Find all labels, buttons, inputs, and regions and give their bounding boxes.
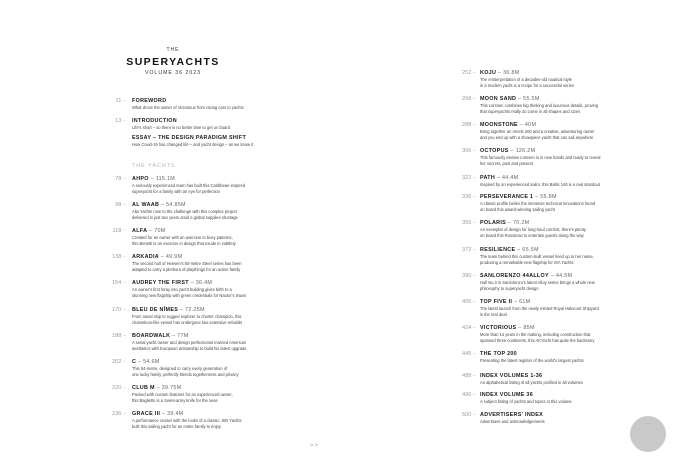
entry-title	[132, 228, 322, 234]
page-number-text: 98	[115, 202, 122, 208]
entry-title	[132, 176, 322, 182]
entry-title	[480, 148, 670, 154]
entry-title-text: OCTOPUS	[480, 148, 509, 154]
entry-description: The reinterpretation of a decades-old nautical style	[480, 77, 572, 82]
entry-length: 36.8M	[503, 70, 520, 76]
entry-description: adapted to carry a plethora of playthings for an active family	[132, 266, 241, 272]
entry-length: 49.9M	[165, 254, 183, 260]
entry-title-text: INTRODUCTION	[132, 118, 177, 124]
entry-body	[480, 351, 670, 364]
entry-body	[132, 118, 322, 131]
page-number	[438, 273, 476, 279]
entry-title-text: GRACE III	[132, 411, 161, 417]
entry-body	[132, 385, 322, 403]
entry-title	[132, 411, 322, 417]
entry-title-text: TOP FIVE II	[480, 299, 513, 305]
page-number	[438, 194, 476, 200]
length-separator: –	[516, 96, 524, 102]
entry-title-text: ESSAY – THE DESIGN PARADIGM SHIFT	[132, 135, 247, 141]
page-number-dash: –	[121, 254, 126, 260]
page-number-dash: –	[121, 333, 126, 339]
entry-length: 77M	[177, 333, 189, 339]
entry-title-text: PATH	[480, 175, 496, 181]
entry-description: Hull No.3 in Sanlorenzo's latest Alloy series brings a whole new	[480, 280, 595, 285]
length-separator: –	[508, 148, 516, 154]
entry-length: 126.2M	[515, 148, 536, 154]
page-number-dash: –	[471, 392, 476, 398]
entry-description: More than 14 years in the making, including construction that	[480, 332, 591, 337]
entry-title	[132, 307, 322, 313]
page-number-text: 170	[111, 307, 122, 313]
entry-body	[480, 373, 670, 386]
masthead-the: THE	[166, 47, 180, 53]
entry-title	[480, 325, 670, 331]
page-number-dash: –	[121, 202, 126, 208]
length-separator: –	[512, 299, 520, 305]
entry-body	[132, 135, 322, 148]
entry-length: 39.4M	[167, 411, 184, 417]
entry-description: An alphabetical listing of all yachts profiled in all volumes	[480, 380, 583, 385]
entry-description: chameleon-like vessel has undergone two extensive rebuilds	[132, 319, 243, 325]
entry-description: The latest launch from the newly minted Royal Hakvoort Shipyard	[480, 306, 599, 311]
entry-description: What drove the owner of Victorious from racing cars to yachts	[132, 105, 244, 110]
masthead-volume: VOLUME 36 2023	[144, 70, 202, 76]
length-separator: –	[147, 228, 155, 234]
entry-description: From naval ship to rugged explorer to charter champion, this	[132, 314, 242, 319]
page-number-text: 445	[461, 351, 472, 357]
page-number-text: 356	[461, 220, 472, 226]
entry-title-text: AL WAAB	[132, 202, 160, 208]
length-separator: –	[158, 254, 166, 260]
entry-title	[132, 359, 322, 365]
entry-title-text: PERSEVERANCE 1	[480, 194, 534, 200]
page-number-text: 500	[461, 412, 472, 418]
entry-description: this Baglietto is a Swiss-army knife for the seas	[132, 397, 218, 403]
entry-title	[132, 385, 322, 391]
length-separator: –	[136, 359, 144, 365]
entry-description: The second hull of Heesen's 50-metre Steel series has been	[132, 261, 242, 266]
entry-title-text: BLEU DE NÎMES	[132, 307, 179, 313]
page-number	[438, 122, 476, 128]
entry-description: philosophy to superyacht design	[480, 285, 539, 291]
entry-title-text: MOON SAND	[480, 96, 517, 102]
entry-title	[480, 220, 670, 226]
entry-title	[480, 351, 670, 357]
entry-description: spanned three continents, this AKYacht has quite the backstory	[480, 337, 595, 343]
page-number-text: 288	[461, 122, 472, 128]
page-number-dash: –	[121, 176, 126, 182]
page-nav-circle-button[interactable]	[630, 416, 666, 452]
page-number-text: 78	[115, 176, 122, 182]
entry-title	[132, 135, 322, 141]
page-number	[90, 118, 126, 124]
entry-length: 44.4M	[501, 175, 519, 181]
page-number-dash: –	[471, 175, 476, 181]
page-number-dash: –	[121, 385, 126, 391]
page-number-text: 336	[461, 194, 472, 200]
page-number-dash: –	[121, 307, 126, 313]
entry-length: 54.85M	[166, 202, 186, 208]
page-number	[90, 359, 126, 365]
page-number	[438, 325, 476, 331]
entry-title	[480, 299, 670, 305]
entry-length: 70M	[154, 228, 166, 234]
page-number-dash: –	[471, 122, 476, 128]
entry-title-text: BOARDWALK	[132, 333, 171, 339]
right-page	[350, 0, 700, 469]
entry-length: 70.2M	[512, 220, 530, 226]
entry-title	[480, 194, 670, 200]
page-number-dash: –	[471, 351, 476, 357]
page-number	[90, 202, 126, 208]
entry-body	[132, 202, 322, 220]
page-number-text: 268	[461, 96, 472, 102]
section-label: THE YACHTS	[132, 163, 176, 169]
page-number	[438, 148, 476, 154]
entry-description: An exemplar of design for long-haul comfort, there's plenty	[480, 227, 586, 232]
entry-body	[132, 228, 322, 246]
entry-length: 85M	[523, 325, 535, 331]
page-number-dash: –	[471, 96, 476, 102]
entry-body	[132, 411, 322, 429]
entry-body	[480, 175, 670, 188]
entry-description: superyacht for a family with an eye for perfection	[132, 188, 221, 194]
entry-body	[480, 122, 670, 140]
entry-title	[132, 118, 322, 124]
entry-length: 44.5M	[555, 273, 573, 279]
entry-title	[480, 392, 670, 398]
entry-body	[480, 70, 670, 88]
page-number-text: 118	[112, 228, 122, 234]
entry-description: Bring together an Amels 200 and a creative, adventuring owner	[480, 129, 595, 134]
length-separator: –	[516, 325, 524, 331]
entry-description: this Benetti is an exercise in design that exude in subtlety	[132, 240, 236, 246]
page-number-dash: –	[471, 247, 476, 253]
entry-body	[480, 392, 670, 405]
length-separator: –	[533, 194, 541, 200]
page-number	[90, 176, 126, 182]
page-number-dash: –	[471, 373, 476, 379]
entry-description: A seriously experienced team has built this Caribbean-inspired	[132, 183, 246, 188]
length-separator: –	[160, 411, 168, 417]
entry-body	[132, 307, 322, 325]
page-number	[438, 392, 476, 398]
entry-body	[480, 194, 670, 212]
page-number-text: 390	[461, 273, 472, 279]
page-number-dash: –	[121, 228, 126, 234]
entry-description: built this sailing yacht for an entire family to enjoy	[132, 423, 221, 429]
page-number-dash: –	[471, 412, 476, 418]
page-number	[90, 385, 126, 391]
next-page-arrow[interactable]: >>	[310, 443, 320, 449]
entry-title-text: C	[132, 359, 137, 365]
entry-title-text: MOONSTONE	[480, 122, 518, 128]
entry-description: stunning new flagship with green credentials for Nautor's Swan	[132, 292, 246, 298]
entry-title	[132, 98, 322, 104]
entry-description: This 54-metre, designed to carry every generation of	[132, 366, 228, 371]
entry-title	[480, 96, 670, 102]
entry-title-text: KOJU	[480, 70, 497, 76]
entry-description: on board this award-winning sailing yacht	[480, 206, 555, 212]
entry-description: A classic profile belies the immense technical innovations found	[480, 201, 596, 206]
entry-description: Packed with custom features for an experienced owner,	[132, 392, 233, 397]
page-number	[438, 220, 476, 226]
page-number	[90, 307, 126, 313]
entry-title-text: POLARIS	[480, 220, 507, 226]
page-number-text: 188	[111, 333, 122, 339]
page-number	[90, 280, 126, 286]
masthead-title: SUPERYACHTS	[126, 56, 220, 68]
page-number	[90, 228, 126, 234]
entry-length: 54.6M	[143, 359, 160, 365]
page-number	[90, 254, 126, 260]
entry-description: The team behind this custom-built vessel lined up to her name,	[480, 254, 594, 259]
length-separator: –	[170, 333, 178, 339]
entry-length: 55.5M	[523, 96, 540, 102]
entry-description: Advertisers and acknowledgements	[480, 419, 545, 424]
length-separator: –	[517, 122, 525, 128]
entry-length: 115.1M	[155, 176, 176, 182]
entry-body	[480, 220, 670, 238]
entry-title	[132, 202, 322, 208]
page-number-text: 306	[461, 148, 472, 154]
page-number-dash: –	[121, 98, 126, 104]
page-number-text: 488	[461, 373, 472, 379]
entry-description: is the real deal	[480, 311, 507, 317]
entry-body	[480, 325, 670, 343]
entry-body	[480, 273, 670, 291]
length-separator: –	[495, 175, 502, 181]
entry-description: in a modern yacht is a recipe for a successful series	[480, 82, 574, 88]
entry-description: one lucky family, perfectly blends togetherness and privacy	[132, 371, 239, 377]
page-number-dash: –	[471, 299, 476, 305]
entry-description: How Covid-19 has changed life – and yacht design – as we know it	[132, 142, 254, 147]
page-number-text: 406	[461, 299, 472, 305]
entry-title-text: ARKADIA	[132, 254, 159, 260]
page-number-dash: –	[471, 325, 476, 331]
entry-length: 36.4M	[195, 280, 213, 286]
page-number	[438, 96, 476, 102]
page-number-text: 252	[461, 70, 472, 76]
entry-description: her secrets, past and present	[480, 160, 534, 166]
page-number	[438, 70, 476, 76]
entry-description: on board this Rossinavi to entertain guests along the way	[480, 232, 584, 238]
page-number-dash: –	[471, 70, 476, 76]
entry-description: A subject listing of yachts and topics in this volume	[480, 399, 572, 404]
entry-description: and you end up with a showpiece yacht that can sail anywhere	[480, 134, 594, 140]
entry-title	[132, 280, 322, 286]
page-number-text: 496	[461, 392, 472, 398]
page-number-text: 236	[111, 411, 122, 417]
page-number	[90, 411, 126, 417]
entry-description: This Lürssen combines big thinking and luxurious details, proving	[480, 103, 599, 108]
entry-title-text: VICTORIOUS	[480, 325, 517, 331]
length-separator: –	[178, 307, 186, 313]
entry-body	[480, 148, 670, 166]
entry-body	[480, 96, 670, 114]
entry-length: 40M	[524, 122, 537, 128]
entry-description: Created for an owner with an aversion to busy patterns,	[132, 235, 233, 240]
entry-title-text: AHPO	[132, 176, 149, 182]
length-separator: –	[188, 280, 196, 286]
entry-description: Life's short – so there is no better time to get on board	[132, 125, 230, 130]
entry-title-text: ADVERTISERS' INDEX	[480, 412, 543, 418]
entry-title-text: SANLORENZO 44ALLOY	[480, 273, 549, 279]
entry-body	[132, 98, 322, 111]
page-number-text: 322	[461, 175, 472, 181]
page-number-text: 138	[111, 254, 122, 260]
page-number-dash: –	[471, 273, 476, 279]
entry-length: 61M	[519, 299, 531, 305]
entry-body	[480, 299, 670, 317]
entry-body	[132, 359, 322, 377]
entry-description: producing a remarkable new flagship for ISA Yachts	[480, 259, 574, 265]
length-separator: –	[154, 385, 162, 391]
page-number-dash: –	[471, 194, 476, 200]
length-separator: –	[496, 70, 504, 76]
entry-description: This famously elusive Lürssen is in new hands and ready to reveal	[480, 155, 601, 160]
page-number-dash: –	[471, 220, 476, 226]
entry-title-text: THE TOP 200	[480, 351, 517, 357]
entry-title	[480, 122, 670, 128]
entry-title	[480, 175, 670, 181]
entry-length: 39.75M	[161, 385, 182, 391]
masthead	[118, 47, 228, 76]
entry-body	[132, 254, 322, 272]
page-number-text: 11	[115, 98, 122, 104]
page-number	[438, 175, 476, 181]
entry-title	[480, 70, 670, 76]
entry-description: Alia Yachts rose to the challenge with this complex project	[132, 209, 237, 214]
entry-title	[132, 254, 322, 260]
entry-body	[480, 247, 670, 265]
page-number	[438, 373, 476, 379]
page-number-text: 372	[461, 247, 472, 253]
entry-body	[132, 280, 322, 298]
entry-description: that superyachts really do come in all shapes and sizes	[480, 108, 581, 114]
entry-length: 55.8M	[540, 194, 557, 200]
entry-body	[132, 333, 322, 351]
page-number	[438, 299, 476, 305]
length-separator: –	[148, 176, 156, 182]
page-number-text: 202	[111, 359, 122, 365]
page-number-dash: –	[471, 148, 476, 154]
page-number-text: 13	[115, 118, 122, 124]
page-number	[90, 98, 126, 104]
entry-description: aesthetics with European artisanship to build his latest upgrade	[132, 345, 247, 351]
page-number-dash: –	[121, 411, 126, 417]
entry-description: A performance cruiser with the looks of a classic, SEI Yachts	[132, 418, 242, 423]
entry-length: 72.25M	[185, 307, 205, 313]
entry-title-text: RESILIENCE	[480, 247, 516, 253]
length-separator: –	[159, 202, 167, 208]
entry-description: Inspired by an experienced sailor, this Baltic 146 is a real standout	[480, 182, 600, 187]
length-separator: –	[506, 220, 513, 226]
entry-title-text: ALFA	[132, 228, 148, 234]
page-number-text: 154	[111, 280, 122, 286]
entry-body	[132, 176, 322, 194]
page-number-dash: –	[121, 118, 126, 124]
entry-description: Presenting the latest register of the world's largest yachts	[480, 358, 584, 363]
entry-length: 65.5M	[522, 247, 539, 253]
entry-title	[480, 273, 670, 279]
entry-title	[480, 247, 670, 253]
entry-title-text: INDEX VOLUME 36	[480, 392, 534, 398]
page-number-text: 220	[111, 385, 122, 391]
entry-title	[132, 333, 322, 339]
entry-title-text: FOREWORD	[132, 98, 167, 104]
page-number	[438, 412, 476, 418]
entry-description: An owner's first foray into yacht building gives birth to a	[132, 287, 232, 292]
page-number-dash: –	[121, 359, 126, 365]
page-number	[90, 333, 126, 339]
length-separator: –	[548, 273, 556, 279]
length-separator: –	[515, 247, 523, 253]
page-number-dash: –	[121, 280, 126, 286]
entry-title-text: CLUB M	[132, 385, 155, 391]
entry-description: delivered in just two years amid a global supplies shortage	[132, 214, 238, 220]
page-number-text: 424	[461, 325, 472, 331]
entry-description: A serial yacht owner and design perfectionist married American	[132, 340, 247, 345]
entry-title-text: AUDREY THE FIRST	[132, 280, 189, 286]
entry-title	[480, 373, 670, 379]
page-number	[438, 247, 476, 253]
page-number	[438, 351, 476, 357]
entry-title-text: INDEX VOLUMES 1-36	[480, 373, 543, 379]
